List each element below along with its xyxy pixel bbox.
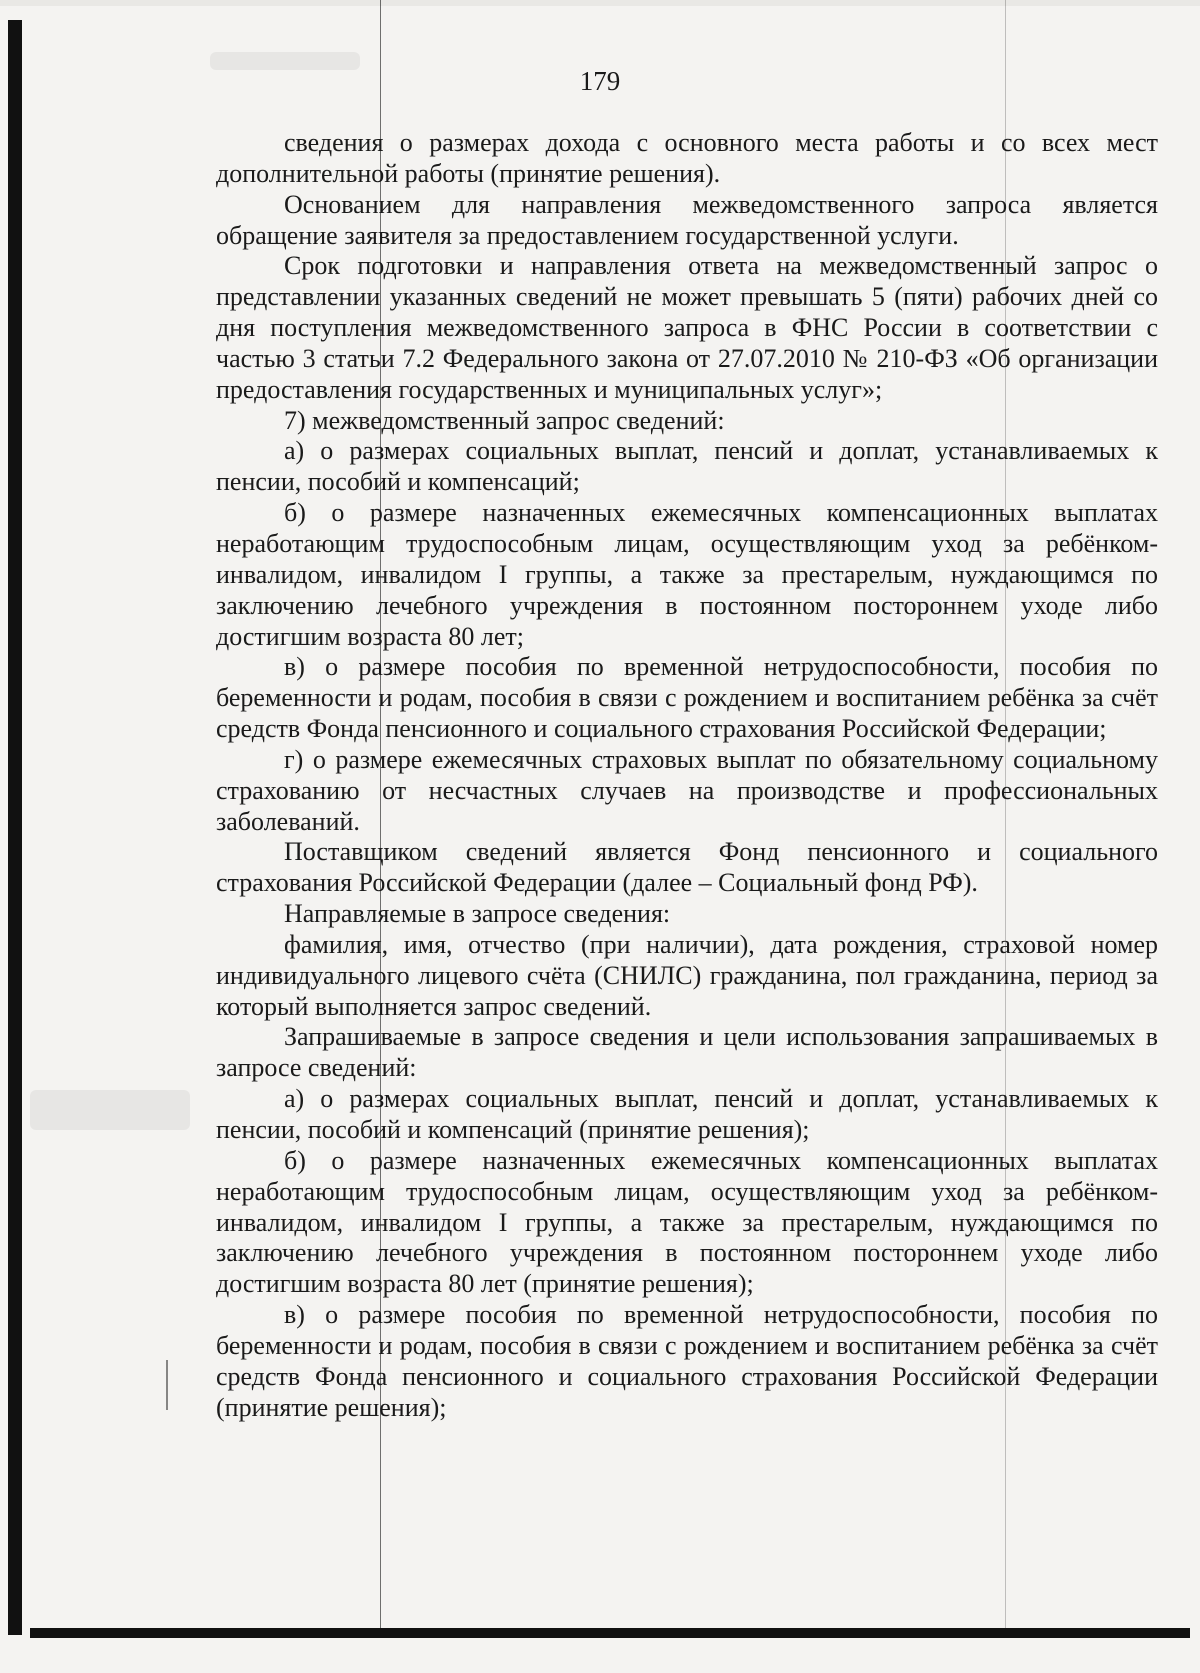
paragraph: в) о размере пособия по временной нетрудоспособности, пособия по беременности и родам, пособия в связи с рождением и воспитанием ребёнка за счёт средств Фонда пенсионного и социального страхования Российской Федерации (принятие решения); bbox=[216, 1300, 1158, 1422]
paragraph: а) о размерах социальных выплат, пенсий и доплат, устанавливаемых к пенсии, пособий и компенсаций (принятие решения); bbox=[216, 1084, 1158, 1144]
paragraph: сведения о размерах дохода с основного места работы и со всех мест дополнительной работы (принятие решения). bbox=[216, 128, 1158, 188]
paragraph: г) о размере ежемесячных страховых выплат по обязательному социальному страхованию от несчастных случаев на производстве и профессиональных заболеваний. bbox=[216, 744, 1158, 836]
paragraph: б) о размере назначенных ежемесячных компенсационных выплатах неработающим трудоспособным лицам, осуществляющим уход за ребёнком-инвалидом, инвалидом I группы, а также за престарелым, нуждающимся по заключению лечебного учреждения в постоянном постороннем уходе либо достигшим возраста 80 лет (принятие решения); bbox=[216, 1145, 1158, 1299]
margin-mark bbox=[166, 1360, 168, 1410]
scan-smudge bbox=[30, 1090, 190, 1130]
paragraph: а) о размерах социальных выплат, пенсий и доплат, устанавливаемых к пенсии, пособий и компенсаций; bbox=[216, 436, 1158, 497]
scan-left-edge-shadow bbox=[8, 20, 22, 1635]
paragraph: 7) межведомственный запрос сведений: bbox=[284, 405, 725, 435]
paragraph: Основанием для направления межведомственного запроса является обращение заявителя за предоставлением государственной услуги. bbox=[216, 189, 1158, 250]
paragraph: б) о размере назначенных ежемесячных компенсационных выплатах неработающим трудоспособным лицам, осуществляющим уход за ребёнком-инвалидом, инвалидом I группы, а также за престарелым, нуждающимся по заключению лечебного учреждения в постоянном постороннем уходе либо достигшим возраста 80 лет; bbox=[216, 498, 1158, 651]
document-body bbox=[216, 128, 1158, 1423]
paragraph: Срок подготовки и направления ответа на межведомственный запрос о представлении указанных сведений не может превышать 5 (пяти) рабочих дней со дня поступления межведомственного запроса в ФНС России в соответствии с частью 3 статьи 7.2 Федерального закона от 27.07.2010 № 210-ФЗ «Об организации предоставления государственных и муниципальных услуг»; bbox=[216, 251, 1158, 404]
paragraph: Направляемые в запросе сведения: bbox=[284, 899, 671, 929]
scan-top-edge bbox=[0, 0, 1200, 6]
paragraph: Поставщиком сведений является Фонд пенсионного и социального страхования Российской Федерации (далее – Социальный фонд РФ). bbox=[216, 837, 1158, 898]
paragraph: фамилия, имя, отчество (при наличии), дата рождения, страховой номер индивидуального лицевого счёта (СНИЛС) гражданина, пол гражданина, период за который выполняется запрос сведений. bbox=[216, 929, 1158, 1021]
paragraph: Запрашиваемые в запросе сведения и цели использования запрашиваемых в запросе сведений: bbox=[216, 1022, 1158, 1083]
paragraph: в) о размере пособия по временной нетрудоспособности, пособия по беременности и родам, пособия в связи с рождением и воспитанием ребёнка за счёт средств Фонда пенсионного и социального страхования Российской Федерации; bbox=[216, 652, 1158, 744]
scan-bottom-edge-shadow bbox=[30, 1628, 1190, 1638]
page-number: 179 bbox=[579, 66, 621, 96]
